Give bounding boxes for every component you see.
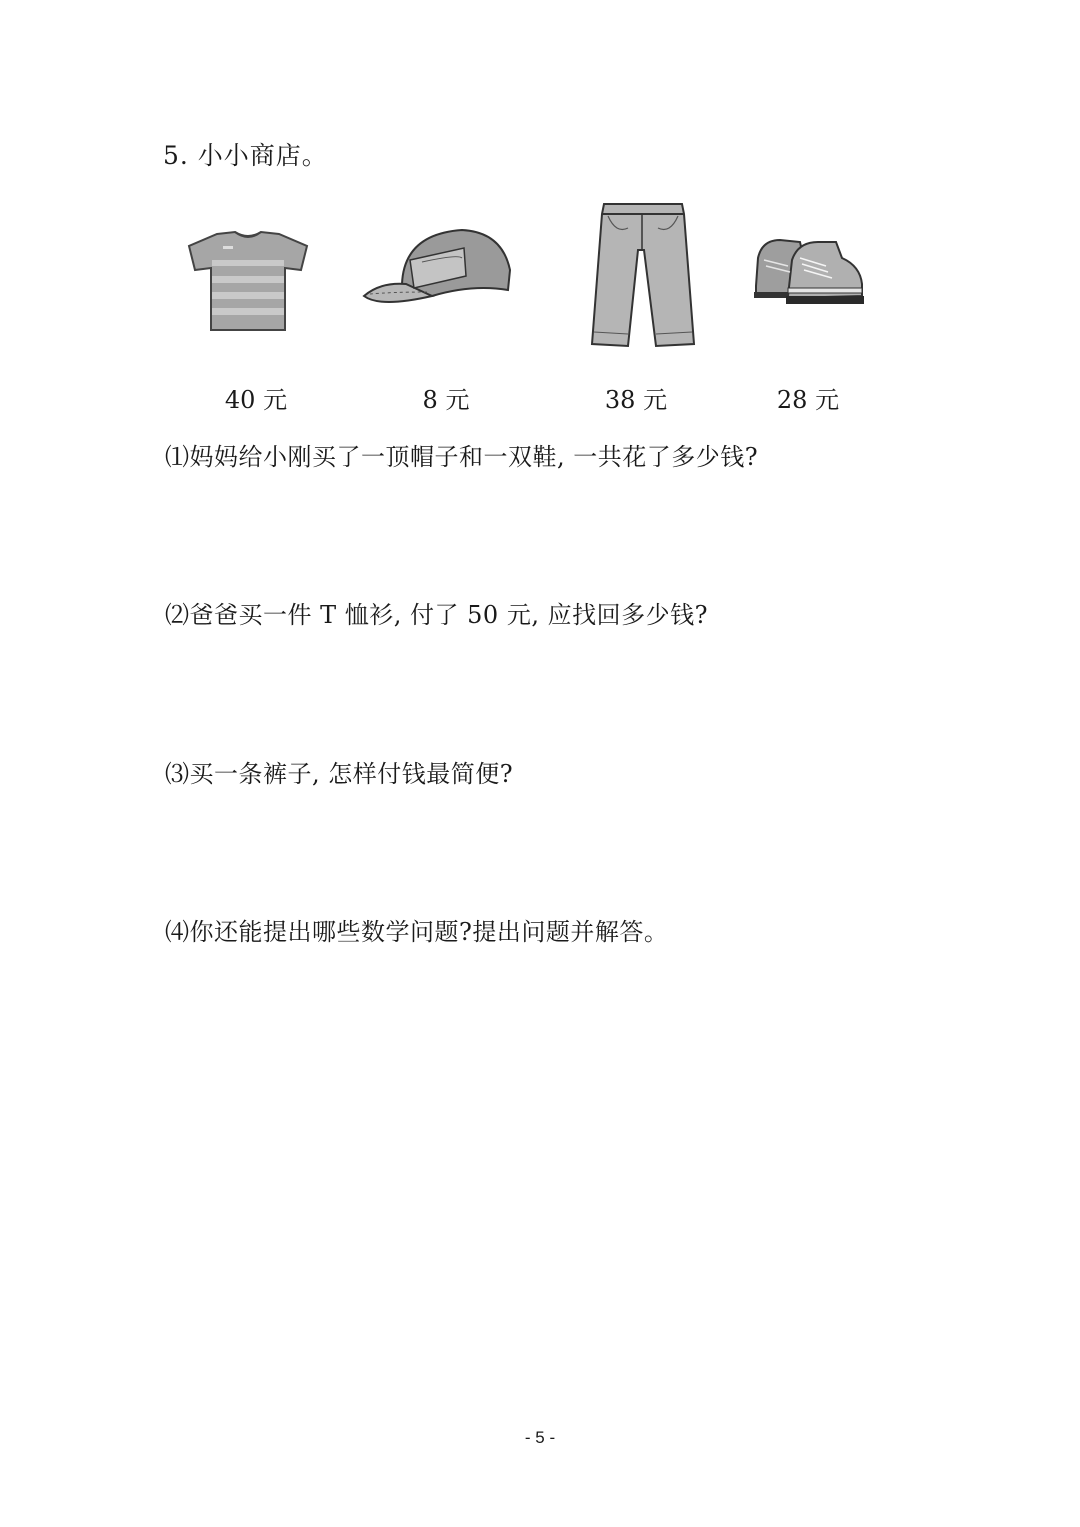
- question-3: ⑶买一条裤子, 怎样付钱最简便?: [165, 760, 514, 788]
- question-2: ⑵爸爸买一件 T 恤衫, 付了 50 元, 应找回多少钱?: [165, 601, 708, 629]
- question-4: ⑷你还能提出哪些数学问题?提出问题并解答。: [165, 918, 669, 946]
- page-number: - 5 -: [524, 1428, 556, 1447]
- price-cap: 8 元: [422, 386, 470, 414]
- price-pants: 38 元: [604, 386, 668, 414]
- question-1: ⑴妈妈给小刚买了一顶帽子和一双鞋, 一共花了多少钱?: [165, 443, 759, 471]
- pants-icon: [588, 200, 698, 348]
- cap-icon: [362, 226, 514, 308]
- price-t-shirt: 40 元: [224, 386, 288, 414]
- price-shoes: 28 元: [776, 386, 840, 414]
- t-shirt-icon: [187, 230, 309, 332]
- problem-title: 5. 小小商店。: [163, 141, 328, 170]
- shoes-icon: [752, 236, 866, 308]
